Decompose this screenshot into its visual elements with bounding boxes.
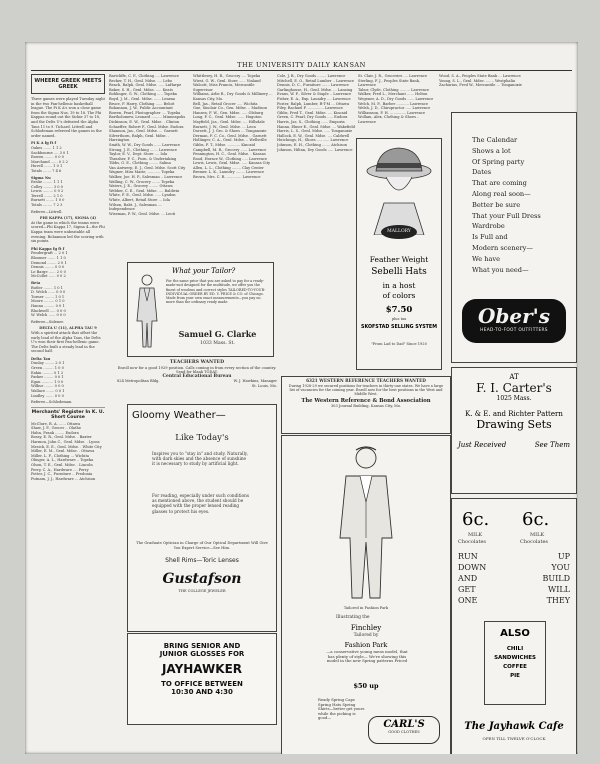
list-item: Harris, Jas. S., Clothing ...... Emporia [277,119,345,124]
list-item: Taylor, E. V., Dept. Store .... Iola [109,152,168,157]
man-figure-illustration [132,271,162,349]
table-row: Eakin ......... 0 1 2 [31,370,64,375]
table-row: Lewis ......... 0 0 2 [31,189,64,194]
table-row: Butler ........ 1 0 1 [31,285,63,290]
referee-1: Referee—Littrell. [31,209,63,214]
cafe-choc-left: Chocolates [458,539,486,545]
teachers-wanted-ad [117,361,277,403]
list-item: Welsh, J. D., Chiropractor ..... Lawrence [358,106,431,111]
list-item: Mitchell, E. O., Retail Lumber .. Lawrence [277,78,354,83]
masthead: THE UNIVERSITY DAILY KANSAN [237,61,366,69]
finchley-name: Finchley [350,624,382,632]
hats-store: SKOFSTAD SELLING SYSTEM [361,325,437,330]
verse-line: Wardrobe [472,222,505,231]
cafe-word: BUILD [542,574,570,583]
list-item: Miller, L. F., Clothing ... Wichita [31,453,90,458]
table-header: Sigma Nu [31,175,51,180]
list-item: Walker, Joe. H. P., Salesman .. Lawrence [109,175,183,180]
list-item: Bohannon, J. W., Public Accountant [109,106,173,111]
jayhawker-line-2: JUNIOR GLOSSES FOR [159,650,245,658]
hats-line-4: of colors [382,291,416,300]
hats-footer: "From Lad to Dad" Since 1920 [371,342,427,346]
table-row: Moore ......... 0 1 0 [31,299,65,304]
list-item: Baker, S. H., Genl. Mdse. ..... Keats [109,87,173,92]
referee-3: Referee—Schlodeman. [31,400,73,405]
gloomy-body-2: For reading, especially under such conditions as mentioned above, the student should be equipped with the proper lensed reading glasses to protect his eyes. [152,493,249,514]
table-row: McCollet ...... 0 0 2 [31,274,66,279]
suited-man-illustration [326,442,406,602]
table-row: Wallace ....... 0 0 1 [31,389,65,394]
obers-tagline: HEAD-TO-FOOT OUTFITTERS [480,328,548,333]
list-item: Walcott, Miss Francis, Mercantile Supervisor [193,83,255,92]
list-item: Putnam, J. J., Hardware ... Atchison [31,476,96,481]
table-row: Sackbourne .... 3 0 1 [31,150,69,155]
table-row: Dunlay ........ 2 0 1 [31,361,65,366]
carters-footer [458,441,570,449]
gustafson-ad [127,404,277,632]
column-sports [31,74,105,749]
teachers-body: Enroll now for a good 1929 position. Calls coming in from every section of the country. Send for blank TODAY. [117,365,277,375]
list-item: Hansen, F. W., Gen. Mdse. ..... Olsburg [193,110,264,115]
teachers-city: St. Louis, Mo. [251,383,277,388]
column-register-3 [193,74,273,289]
sports-para-3: With a spirited attack that offset the early lead of the Alpha Taus, the Delts U's won their first Pan-hellenic game. The Delts built a steady lead in the second half. [31,330,101,354]
hat-brand-text: MALLORY [387,229,411,234]
list-item: Bell, Jas., Retail Grocer ..... Wichita [193,101,258,106]
gloomy-body-1: Inspires you to "stay in" and study. Naturally, with dark skies and the absence of sunshine it is necessary to study by artificial light. [152,451,248,467]
list-item: Bremer, L. K., Laundry ........ Lawrence [193,170,264,175]
western-name: The Western Reference & Bond Association [301,398,431,405]
verse-line: The Calendar [472,136,518,144]
cafe-word: DOWN [458,563,487,572]
list-item: Harris, L. S., Genl. Mdse. ..... Tonganoxie [277,129,353,134]
list-item: Schaeffer, Robert F., Genl. Mdse. Eudora [109,124,184,129]
cafe-choc-right: Chocolates [520,539,548,545]
list-item: Gue, Sinclair Co., Gen. Mdse. .. Madison [193,106,267,111]
cafe-price-left: 6c. [462,509,490,530]
carters-ad [451,367,577,494]
list-item: Webber, C. E., Genl. Mdse. .... Baldwin [109,188,180,193]
table-row: Parker ........ 0 0 1 [31,375,64,380]
western-body: During 1928-29 we secured positions for teachers in thirty-one states. We have a large list of vacancies for the coming year. Enroll now for the best positions in the West and Middle West. [288,383,444,397]
list-item: Olinger, A. L., Hardware .. Topeka [31,458,94,463]
list-item: Allen, L. L., Clothing ........ Clay Center [193,165,264,170]
list-item: Hahn, Frank ........ Eudora [31,430,79,435]
list-item: Bohlinger, G. W., Clothing ..... Topeka [109,92,177,97]
jayhawker-ad [127,633,277,725]
list-item: Green, C. Pearl, Dry Goods ..... Eudora [277,115,348,120]
list-item: Hollinger, C. A., Genl. Mdse. .. Wellsville [193,138,267,143]
finchley-illus: Illustrating the [336,615,370,620]
table-row: Turner ........ 1 0 1 [31,294,65,299]
list-item: White, Albert, Retail Store ... Iola [109,198,170,203]
list-item: Tibbs, G. E., Clothing ........ Salina [109,161,171,166]
list-item: Campbell, M. R., Grocery ...... Lawrence [193,147,267,152]
table-row: Egan .......... 1 0 0 [31,379,64,384]
list-item: Gibbs, F. T., Mdse. ........... Kincaid [193,142,255,147]
list-item: Welch, M. F., Barber ........... Lawrence [358,101,429,106]
table-row: Huvell ....... 1 0 1 [31,164,63,169]
sports-intro: Three games were played Tuesday night in the two Pan-hellenic basketball league. The Pi K A's won a close game from the Sigma Nus, 19 to 18. The Phi Kappas round out the Sickie 37 to 18, and the Delts U's defeated the Alpha Taus 11 to 9. Tichard, Littrell and Schlodeman refereed the games in the order named. [31,97,105,138]
carls-logo [368,716,440,744]
list-item: Boyd, J. M., Genl. Mdse. ...... Lenexa [109,96,176,101]
cafe-right-words [520,551,570,606]
list-item: Hallock, E. W., Genl. Mdse. .... Caldwell [277,133,350,138]
list-item: Bossy, E. R., Genl. Mdse. . Baxter [31,435,92,440]
table-row: Blackwell ..... 0 0 0 [31,308,66,313]
list-item: Williams, Arlie R., Dry Goods & Millinery ... Kansas City, Mo. [193,92,273,101]
finchley-tailored: Tailored by [353,633,379,638]
verse-line: What you need— [472,265,529,274]
list-item: Fisher, E. A., Exp. Laundry .... Lawrence [277,96,351,101]
list-item: Dennis, D. C., Furniture ....... Lawrence [277,83,349,88]
carters-line-1: K. & E. and Richter Pattern [465,410,563,418]
teachers-address: 824 Metropolitan Bldg. [117,379,160,384]
table-row: Colley ........ 3 0 0 [31,184,63,189]
table-row: Pendergraft ... 2 0 1 [31,251,68,256]
table-row: Hanna ......... 0 0 1 [31,303,65,308]
list-item: Miller, E. M., Genl. Mdse. . Ottawa [31,449,95,454]
list-item: Derman, F. C. Co., Genl. Mdse. . Garnett [193,133,267,138]
sports-para-2: At the game in which the teams were scored—Phi Kappa 17, Sigma 4—the Phi Kappa team were unbeatable all evening. Bohannon led the scoring with six points. [31,220,105,244]
list-item: Foster, Ralph, Lumber, R-T-M ... Ottawa [277,101,350,106]
list-item: White, F. E., Genl. Mdse. ..... Lyndon [109,193,176,198]
cafe-name: The Jayhawk Cafe [464,721,564,732]
western-head: 6321 WESTERN REFERENCE TEACHERS WANTED [306,378,426,383]
jayhawker-line-3: JAYHAWKER [161,662,243,676]
table-row: Rowen ........ 0 0 0 [31,155,64,160]
list-item: Gibbs, Fred T., Genl. Mdse. .... Kincaid [277,110,348,115]
hat-man-illustration [364,143,434,235]
list-item: Young, S. L., Genl. Mdse. ....... Westphalia [439,78,516,83]
carters-name: F. I. Carter's [476,381,552,395]
cafe-milk-right: MILK [530,532,545,538]
table-row: Le Barge ...... 2 0 0 [31,269,66,274]
list-item: Williamson, F. H. .............. Lawrence [358,110,426,115]
clarke-tailor-ad [127,262,274,357]
cafe-menu-item: PIE [510,673,520,679]
cafe-word: ONE [458,596,478,605]
sports-headline [31,74,105,94]
carters-at: AT [509,373,519,381]
cafe-price-right: 6c. [522,509,550,530]
gloomy-footer: The Graduate Optician in Charge of Our Optical Department Will Give You Expert Service—See Him. [136,541,268,550]
hat-brand-badge [381,225,417,239]
table-row: Reslie ........ 1 1 1 [31,180,63,185]
list-item: Strong, J. E., Clothing ....... Lawrence [109,147,177,152]
list-item: Wagner, Miss Marie, ........... Topeka [109,170,175,175]
list-item: Smith, W. W., Dry Goods ...... Lawrence [109,142,181,147]
cafe-word: WILL [547,585,570,594]
list-item: Mayfield, Jas., Genl. Mdse. .... Hillsdale [193,119,265,124]
gustafson-tagline: THE COLLEGE JEWELER [178,589,226,593]
table-row: Demond ........ 2 0 1 [31,260,67,265]
table-row: Lindley ....... 0 0 0 [31,393,64,398]
verse-line: We have [472,254,501,263]
list-item: Wiseman, P. W., Genl. Mdse. ... Leoti [109,211,176,216]
column-register-4 [277,74,355,374]
gloomy-subhead: Like Today's [175,433,229,443]
list-item: Evans, W. F., Silver & Staple .. Lawrence [277,92,352,97]
column-register-6 [439,74,572,102]
verse-line: Modern scenery— [472,243,533,252]
list-item: Shaw, J. F., Grocer .. Olathe [31,426,81,431]
carters-right: See Them [534,441,570,449]
list-item: Brown, Mrs. C. R. ............. Lawrence [193,175,261,180]
list-item: Mesick, E. E., Genl. Mdse. . White City [31,444,102,449]
verse-line: Dates [472,168,492,177]
list-item: Wiest, G. W., Genl. Store ...... Vinland [193,78,261,83]
score-table-1 [31,141,105,207]
hats-line-2: Sebelli Hats [371,267,427,277]
cafe-milk-left: MILK [468,532,483,538]
list-item: Sterling, F. J., Peoples State Bank, Lawrence [358,78,421,88]
table-row: Totals ........ 7 2 3 [31,203,63,208]
subhead-2: PHI KAPPA (17), SIGMA (4) [39,216,97,221]
list-item: Dickinson, E. W., Genl. Mdse. . Clinton [109,119,180,124]
list-item: Perry, C. A., Hardware .... Perry [31,467,89,472]
carls-name: CARL'S [383,719,425,730]
column-register-2 [109,74,189,289]
list-item: Lewis, Lewis, Genl. Mdse. ..... Kansas City [193,161,271,166]
table-row: D. Welch ...... 0 0 0 [31,290,66,295]
carters-line-2: Drawing Sets [476,418,552,431]
table-row: Oakes ....... 1 1 2 [31,145,62,150]
register-headline: Merchants' Register In K. U. Short Course [31,409,105,421]
table-header: Pi K A fg ft f [31,141,57,146]
finchley-ready: Ready Spring Caps Spring Hats Spring Shirts—better get yours while the picking is good— [318,697,365,721]
list-item: Zacharias, Fred W., Mercantile ... Tonganoxie [439,83,522,88]
jayhawker-line-4: TO OFFICE BETWEEN [161,680,243,688]
list-item: Johnson, E. H., Clothing ....... Atchison [277,142,347,147]
headline-text: WHEERE GREEK MEETS GREEK [34,78,102,90]
list-item: Dorsett, J. J. Gro. & Shoes ... Tonganoxie [193,129,267,134]
sebelli-hats-ad [356,138,442,370]
masthead-rule [31,70,572,71]
carters-left: Just Received [458,441,507,449]
jayhawker-line-5: 10:30 AND 4:30 [171,688,233,696]
newspaper-page [25,42,578,754]
list-item: Harmon, John C., Genl. Mdse. . Lyons [31,440,100,444]
cafe-menu-box [484,621,546,705]
western-address: 303 Journal Building, Kansas City, Mo. [330,404,402,409]
finchley-price: $50 up [353,682,379,690]
table-row: Terrell ....... 2 1 0 [31,193,63,198]
cafe-word: RUN [458,552,478,561]
carters-address: 1025 Mass. [496,395,532,402]
hats-plus-tax: plus tax [391,317,407,321]
list-item: Bowen, Pearl, Photographer .... Topeka [109,110,181,115]
table-row: Bloomer ....... 1 1 0 [31,256,66,260]
obers-verse [472,135,572,275]
finchley-caption: Tailored in Fashion Park [343,606,389,610]
list-item: McClure, R. A. ...... Ottawa [31,421,81,426]
list-item: Wegener, A. D., Dry Goods ...... Lawrence [358,96,434,101]
score-table-2 [31,247,105,318]
carls-finchley-ad [281,435,451,754]
cafe-word: UP [557,552,570,561]
verse-line: That your Full Dress [472,211,541,220]
list-item: St. Clair, J. R., Groceries .... Lawrence [358,74,428,78]
cafe-word: GET [458,585,476,594]
cafe-word: THEY [546,596,570,605]
list-item: Van Antwerp, E. J., Genl. Mdse. Scott City [109,165,186,170]
obers-logo-box [462,299,566,343]
table-row: Marchand ...... 0 2 2 [31,159,68,164]
list-item: Pennington, H. C., Genl. Mdse. . Kansas [193,152,266,157]
verse-line: Is Full and [472,233,508,242]
jayhawk-cafe-ad [451,498,577,754]
verse-line: Of Spring party [472,157,525,166]
list-item: Johnson, Hiltan, Dry Goods ..... Lawrence [277,147,353,152]
list-item: Hanna, Elmer E., Genl. Mdse. ... Wakefield [277,124,355,129]
list-item: Silverthorn, Ralph, Genl. Mdse. . Harrington [109,133,169,143]
teachers-manager: W. J. Hawkins, Manager [233,379,277,384]
teachers-agency: Central Educational Bureau [162,373,232,379]
list-item: Bruce, F. Harry, Clothing ...... Beloit [109,101,175,106]
list-item: Bartholomew, Leonard ......... Minneapolis [109,115,186,120]
list-item: Olson, T. E., Genl. Mdse. . Lincoln [31,462,93,467]
finchley-body: —a conservative young mens model, that has plenty of style— We're showing this model in the new Spring patterns Priced [326,649,408,664]
list-item: Wilson, Rabt. J., Salesman .... Independence [109,202,163,212]
list-item: Wood, S. A., Peoples State Bank ... Lawrence [439,74,521,78]
gloomy-headline: Gloomy Weather— [132,410,226,421]
subhead-3: DELTA U (11), ALPHA TAU 9 [39,326,97,331]
list-item: Beach, Ralph, Genl. Mdse. ..... LaHarpe [109,83,182,88]
list-item: Waters, J. E., Grocery ........ Ottawa [109,184,173,189]
list-item: Thrasher, F. C., Furn. & Undertaking [109,156,177,161]
register-list [31,422,105,482]
clarke-address: 1033 Mass. St. [200,341,235,346]
list-item: Hutchings, H., Shoes ........... Lawrence [277,138,349,143]
hats-line-1: Feather Weight [369,255,429,264]
column-register-5 [358,74,436,136]
list-item: Becker, T. H., Genl. Mdse. .... Lebo [109,78,173,83]
clarke-body: For the same price that you are asked to pay for a ready-made-suit designed for the multitude, we offer you the finest of woolens and correct styles TAILORED-TO-YOUR-INDIVIDUAL-ORDER BY ED. V. PRICE & CO. of Chicago. Made from your own exact measurements—you pay no more than the ordinary ready made. [166,279,266,305]
gustafson-name: Gustafson [162,571,242,587]
list-item: Filey, Rachael F. .............. Lawrence [277,106,343,111]
obers-logo: Ober's [477,304,551,328]
cafe-hours: OPEN TILL TWELVE O'CLOCK [482,736,546,741]
cafe-word: YOU [551,563,570,572]
table-row: Dennis ........ 0 0 0 [31,265,65,270]
table-row: Totals ....... 7 4 6 [31,168,62,173]
list-item: Whittlesey, H. R., Grocery .... Topeka [193,74,261,78]
clarke-headline: What your Tailor? [172,267,236,275]
cafe-menu-item: COFFEE [503,664,527,670]
obers-ad [451,112,577,363]
list-item: Potter, J. C., Furniture .. Fredonia [31,472,93,477]
list-item: Shannon, Jas., Genl. Mdse. ... Garnett [109,129,178,134]
cafe-menu-items [485,645,545,681]
cafe-menu-item: SANDWICHES [494,655,536,661]
jayhawker-line-1: BRING SENIOR AND [163,642,241,650]
table-header: Phi Kappa fg ft f [31,246,65,251]
cafe-menu-item: CHILI [506,646,524,652]
carls-tag: GOOD CLOTHES [388,730,420,734]
verse-line: Along real soon— [472,189,531,198]
list-item: Garlinghouse, H., Genl. Mdse. ... Lansing [277,87,353,92]
verse-line: That are coming [472,179,527,188]
table-row: Wilbur ........ 0 0 0 [31,384,64,389]
table-header: Delta Tau [31,356,51,361]
gloomy-lens: Shell Rims—Toric Lenses [165,557,239,564]
cafe-also: ALSO [500,628,530,639]
list-item: Wollam, Alex, Clothing & Shoes .. Lawrence [358,115,420,124]
cafe-left-words [458,551,508,606]
list-item: Tabor, Clyde, Clothing ......... Lawrence [358,87,430,92]
list-item: Burnett, J. W., Genl. Mdse. ... Leon [193,124,256,129]
list-item: Cole, J. B., Dry Goods ........ Lawrence [277,74,346,78]
score-table-3 [31,357,105,398]
verse-line: Shows a lot [472,146,511,155]
table-row: Burnett ....... 1 0 0 [31,198,65,203]
western-reference-ad [281,376,451,434]
cafe-word: AND [458,574,478,583]
list-item: Long, F. C., Genl. Mdse. ...... Hugoton [193,115,262,120]
table-header: Beta [31,280,41,285]
table-row: W. Welch ...... 0 0 0 [31,313,66,318]
hats-price: $7.50 [385,305,413,315]
list-item: Rood, Horace W., Clothing ..... Lawrence [193,156,268,161]
list-item: Walker, Fred L., Merchant ...... Holton [358,92,428,97]
teachers-head: TEACHERS WANTED [169,360,225,365]
finchley-park: Fashion Park [344,641,388,649]
referee-2: Referee—Sidener. [31,319,64,324]
clarke-name: Samuel G. Clarke [178,329,257,339]
divider [31,407,105,408]
verse-line: Better be sure [472,200,521,209]
list-item: Bartcliffe, C. F., Clothing .... Lawrence [109,74,179,78]
list-item: Walling, C. W., Grocery ....... Topeka [109,179,175,184]
table-row: Green ......... 1 0 0 [31,366,64,371]
hats-line-3: in a host [382,281,416,290]
